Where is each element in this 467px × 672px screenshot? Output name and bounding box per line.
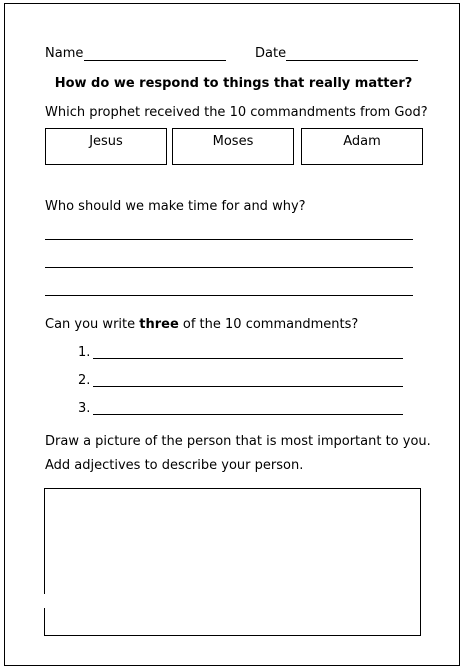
question-emphasis: three: [139, 317, 179, 332]
question-make-time: Who should we make time for and why?: [45, 199, 306, 214]
option-jesus[interactable]: [45, 128, 167, 165]
option-label: Moses: [212, 134, 254, 149]
option-adam[interactable]: [301, 128, 423, 165]
question-prophet: Which prophet received the 10 commandments from God?: [45, 105, 428, 120]
option-moses[interactable]: [172, 128, 294, 165]
commandment-line[interactable]: [93, 386, 403, 387]
question-prefix: Can you write: [45, 317, 140, 332]
list-number: 1.: [78, 345, 91, 360]
drawing-instruction: Draw a picture of the person that is most important to you.: [45, 434, 431, 449]
page-title: How do we respond to things that really matter?: [54, 76, 413, 91]
name-label: Name: [45, 46, 84, 61]
border-gap: [43, 594, 47, 608]
answer-line[interactable]: [45, 295, 413, 296]
option-label: Jesus: [89, 134, 123, 149]
option-label: Adam: [343, 134, 381, 149]
list-number: 2.: [78, 373, 91, 388]
list-number: 3.: [78, 401, 91, 416]
adjectives-instruction: Add adjectives to describe your person.: [45, 458, 304, 473]
commandment-line[interactable]: [93, 358, 403, 359]
date-field-line[interactable]: [286, 60, 418, 61]
date-label: Date: [255, 46, 287, 61]
commandment-line[interactable]: [93, 414, 403, 415]
drawing-box[interactable]: [44, 488, 421, 636]
answer-line[interactable]: [45, 267, 413, 268]
question-suffix: of the 10 commandments?: [178, 317, 359, 332]
answer-line[interactable]: [45, 239, 413, 240]
question-commandments: [45, 317, 358, 332]
name-field-line[interactable]: [84, 60, 226, 61]
